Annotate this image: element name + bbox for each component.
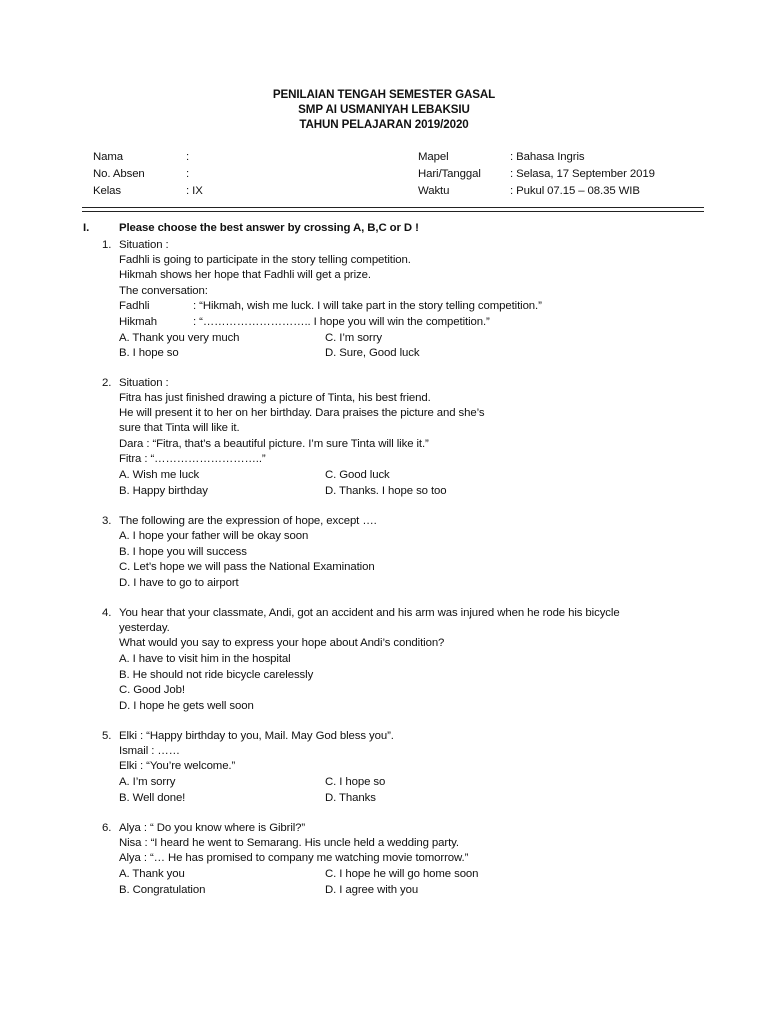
dialogue-line: Ismail : …… xyxy=(119,745,180,757)
absen-label: No. Absen xyxy=(93,168,145,180)
option-d[interactable]: D. Thanks. I hope so too xyxy=(325,485,447,497)
school-name: SMP AI USMANIYAH LEBAKSIU xyxy=(298,103,470,116)
nama-label: Nama xyxy=(93,151,123,163)
kelas-label: Kelas xyxy=(93,185,121,197)
question-line: yesterday. xyxy=(119,622,170,634)
waktu-label: Waktu xyxy=(418,185,450,197)
option-c[interactable]: C. Good luck xyxy=(325,469,390,481)
question-stem: The following are the expression of hope, except …. xyxy=(119,515,377,527)
option-a[interactable]: A. I’m sorry xyxy=(119,776,176,788)
option-b[interactable]: B. I hope you will success xyxy=(119,546,247,558)
question-line: He will present it to her on her birthday. Dara praises the picture and she’s xyxy=(119,407,485,419)
question-line: What would you say to express your hope about Andi’s condition? xyxy=(119,637,445,649)
option-b[interactable]: B. Happy birthday xyxy=(119,485,208,497)
option-d[interactable]: D. I hope he gets well soon xyxy=(119,700,254,712)
dialogue-speaker: Fadhli xyxy=(119,300,150,312)
mapel-value: : Bahasa Ingris xyxy=(510,151,585,163)
dialogue-line: Fitra : “………………………..” xyxy=(119,453,266,465)
dialogue-line: Nisa : “I heard he went to Semarang. His uncle held a wedding party. xyxy=(119,837,459,849)
dialogue-line: Alya : “ Do you know where is Gibril?” xyxy=(119,822,306,834)
dialogue-line: Alya : “… He has promised to company me watching movie tomorrow.” xyxy=(119,852,469,864)
option-d[interactable]: D. Sure, Good luck xyxy=(325,347,420,359)
question-line: Situation : xyxy=(119,377,169,389)
question-number: 2. xyxy=(102,377,112,389)
mapel-label: Mapel xyxy=(418,151,449,163)
dialogue-line: Elki : “Happy birthday to you, Mail. May God bless you”. xyxy=(119,730,394,742)
option-c[interactable]: C. Good Job! xyxy=(119,684,185,696)
waktu-value: : Pukul 07.15 – 08.35 WIB xyxy=(510,185,640,197)
question-line: Hikmah shows her hope that Fadhli will get a prize. xyxy=(119,269,371,281)
question-number: 6. xyxy=(102,822,112,834)
option-b[interactable]: B. I hope so xyxy=(119,347,179,359)
section-number: I. xyxy=(83,222,90,234)
option-c[interactable]: C. I’m sorry xyxy=(325,332,383,344)
option-a[interactable]: A. I hope your father will be okay soon xyxy=(119,530,309,542)
option-c[interactable]: C. I hope he will go home soon xyxy=(325,868,479,880)
dialogue-line: Elki : “You’re welcome.” xyxy=(119,760,236,772)
option-a[interactable]: A. Thank you very much xyxy=(119,332,240,344)
dialogue-line: Dara : “Fitra, that’s a beautiful picture. I’m sure Tinta will like it.” xyxy=(119,438,429,450)
option-a[interactable]: A. I have to visit him in the hospital xyxy=(119,653,291,665)
hari-label: Hari/Tanggal xyxy=(418,168,481,180)
question-number: 1. xyxy=(102,239,112,251)
question-line: You hear that your classmate, Andi, got an accident and his arm was injured when he rode his bicycle xyxy=(119,607,620,619)
nama-colon: : xyxy=(186,151,190,163)
option-a[interactable]: A. Wish me luck xyxy=(119,469,200,481)
question-number: 3. xyxy=(102,515,112,527)
question-number: 4. xyxy=(102,607,112,619)
option-c[interactable]: C. Let’s hope we will pass the National Examination xyxy=(119,561,375,573)
option-b[interactable]: B. He should not ride bicycle carelessly xyxy=(119,669,314,681)
option-b[interactable]: B. Congratulation xyxy=(119,884,206,896)
section-instruction: Please choose the best answer by crossing A, B,C or D ! xyxy=(119,222,419,234)
question-line: Fitra has just finished drawing a picture of Tinta, his best friend. xyxy=(119,392,431,404)
option-c[interactable]: C. I hope so xyxy=(325,776,386,788)
option-d[interactable]: D. I agree with you xyxy=(325,884,419,896)
option-a[interactable]: A. Thank you xyxy=(119,868,185,880)
option-b[interactable]: B. Well done! xyxy=(119,792,186,804)
separator-line-top xyxy=(82,207,704,208)
exam-title: PENILAIAN TENGAH SEMESTER GASAL xyxy=(272,88,496,101)
question-line: sure that Tinta will like it. xyxy=(119,422,240,434)
dialogue-line: : “Hikmah, wish me luck. I will take part in the story telling competition.” xyxy=(193,300,542,312)
option-d[interactable]: D. I have to go to airport xyxy=(119,577,239,589)
question-line: Fadhli is going to participate in the story telling competition. xyxy=(119,254,411,266)
question-line: Situation : xyxy=(119,239,169,251)
separator-line-bottom xyxy=(82,211,704,212)
dialogue-line: : “……………………….. I hope you will win the competition.” xyxy=(193,316,490,328)
question-line: The conversation: xyxy=(119,285,208,297)
kelas-value: : IX xyxy=(186,185,203,197)
option-d[interactable]: D. Thanks xyxy=(325,792,376,804)
question-number: 5. xyxy=(102,730,112,742)
academic-year: TAHUN PELAJARAN 2019/2020 xyxy=(299,118,469,131)
dialogue-speaker: Hikmah xyxy=(119,316,158,328)
hari-value: : Selasa, 17 September 2019 xyxy=(510,168,655,180)
absen-colon: : xyxy=(186,168,190,180)
